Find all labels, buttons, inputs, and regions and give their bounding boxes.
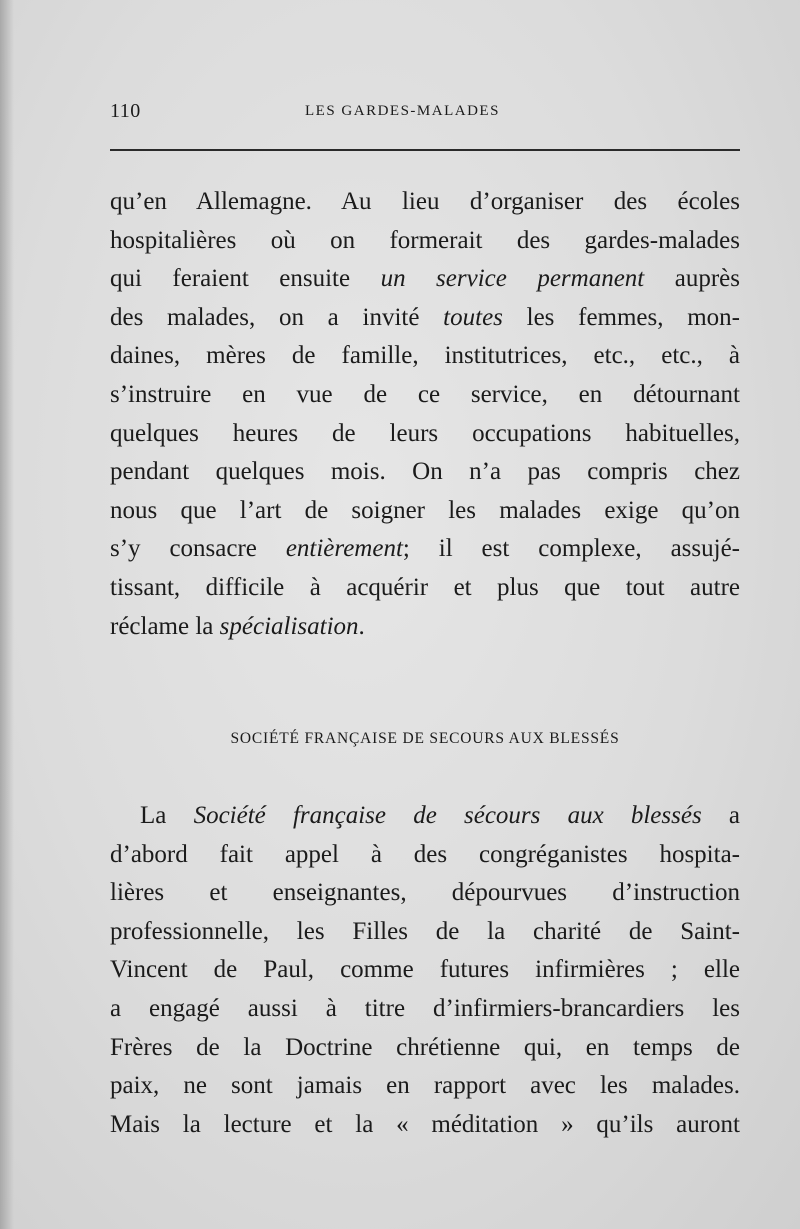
text-line: tissant, difficile à acquérir et plus que tout autre — [110, 573, 740, 601]
text-line: lières et enseignantes, dépourvues d’instruction — [110, 879, 740, 907]
italic-phrase: Société française de sécours aux blessés — [193, 802, 702, 829]
page-header — [110, 96, 740, 126]
text-line: s’y consacre entièrement; il est complexe, assujé- — [110, 535, 740, 563]
header-rule — [110, 149, 740, 151]
paragraph-2 — [110, 797, 740, 1144]
text-line: qui feraient ensuite un service permanent auprès — [110, 265, 741, 293]
text-line: La Société française de sécours aux blessés a — [140, 802, 740, 829]
text-line: Mais la lecture et la « méditation » qu’ils auront — [110, 1110, 740, 1138]
italic-phrase: toutes — [443, 303, 503, 331]
text-line: professionnelle, les Filles de la charité de Saint- — [110, 917, 740, 945]
section-heading: SOCIÉTÉ FRANÇAISE DE SECOURS AUX BLESSÉS — [230, 730, 620, 747]
text-line: des malades, on a invité toutes les femmes, mon- — [110, 303, 741, 331]
text-line: Vincent de Paul, comme futures infirmières ; elle — [110, 956, 740, 984]
page-number: 110 — [110, 100, 141, 122]
text-line: qu’en Allemagne. Au lieu d’organiser des écoles — [110, 188, 740, 215]
binding-shadow — [0, 0, 14, 1229]
text-line: réclame la spécialisation. — [110, 612, 365, 640]
text-line: quelques heures de leurs occupations habituelles, — [110, 419, 740, 447]
text-line: d’abord fait appel à des congréganistes hospita- — [110, 840, 740, 868]
text-line: a engagé aussi à titre d’infirmiers-brancardiers les — [110, 994, 740, 1022]
running-title: LES GARDES-MALADES — [305, 103, 500, 119]
italic-phrase: entièrement — [285, 535, 403, 563]
text-line: pendant quelques mois. On n’a pas compris chez — [110, 458, 740, 486]
text-line: nous que l’art de soigner les malades exige qu’on — [110, 496, 740, 524]
text-line: daines, mères de famille, institutrices, etc., etc., à — [110, 342, 740, 370]
italic-phrase: un service permanent — [380, 265, 645, 293]
text-line: hospitalières où on formerait des gardes-malades — [110, 226, 740, 254]
paragraph-1 — [110, 183, 740, 646]
text-line: s’instruire en vue de ce service, en détournant — [110, 380, 740, 408]
italic-phrase: spécialisation — [219, 612, 359, 640]
text-line: Frères de la Doctrine chrétienne qui, en temps de — [110, 1033, 740, 1061]
text-line: paix, ne sont jamais en rapport avec les malades. — [110, 1072, 740, 1100]
